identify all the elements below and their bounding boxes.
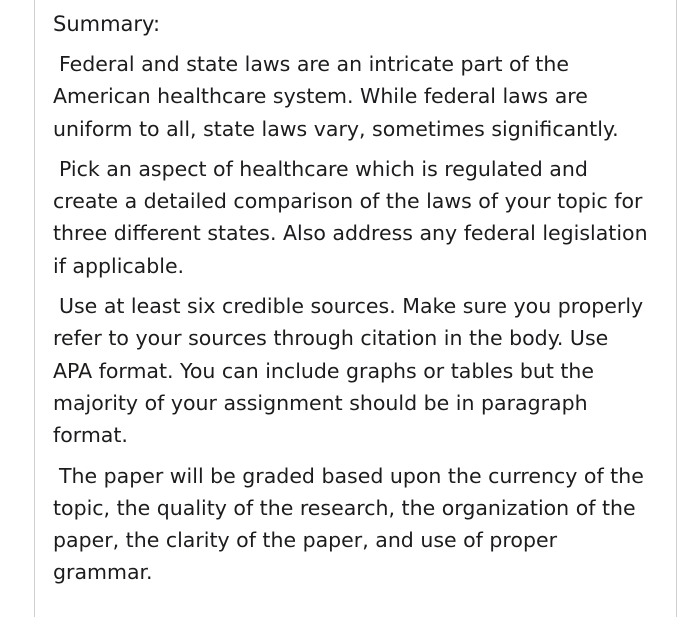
paragraph-line: grammar.: [53, 560, 153, 585]
paragraph-grading-criteria: [53, 460, 673, 589]
paragraph-line: Federal and state laws are an intricate part of the: [59, 52, 569, 76]
paragraph-line: The paper will be graded based upon the currency of the: [59, 463, 644, 488]
paragraph-line: create a detailed comparison of the laws of your topic for: [53, 189, 643, 214]
paragraph-line: if applicable.: [53, 253, 185, 278]
paragraph-line: Pick an aspect of healthcare which is regulated and: [59, 156, 588, 181]
paragraph-line: refer to your sources through citation in the body. Use: [53, 326, 609, 351]
paragraph-line: three different states. Also address any federal legislation: [53, 221, 648, 246]
paragraph-line: Use at least six credible sources. Make sure you properly: [59, 294, 644, 319]
paragraph-line: APA format. You can include graphs or tables but the: [53, 358, 595, 383]
paragraph-assignment-task: [53, 153, 673, 282]
paragraph-line: format.: [53, 423, 128, 448]
left-border-rule: [34, 0, 35, 617]
right-border-rule: [676, 0, 677, 617]
paragraph-line: paper, the clarity of the paper, and use of proper: [53, 528, 558, 553]
paragraph-line: topic, the quality of the research, the organization of the: [53, 495, 636, 520]
document-body: [53, 8, 673, 597]
summary-heading: Summary:: [53, 12, 161, 36]
paragraph-line: majority of your assignment should be in paragraph: [53, 390, 588, 415]
paragraph-sources-format: [53, 290, 673, 451]
paragraph-line: American healthcare system. While federal laws are: [53, 84, 588, 109]
paragraph-laws-overview: [53, 48, 673, 145]
paragraph-line: uniform to all, state laws vary, sometimes significantly.: [53, 116, 619, 141]
